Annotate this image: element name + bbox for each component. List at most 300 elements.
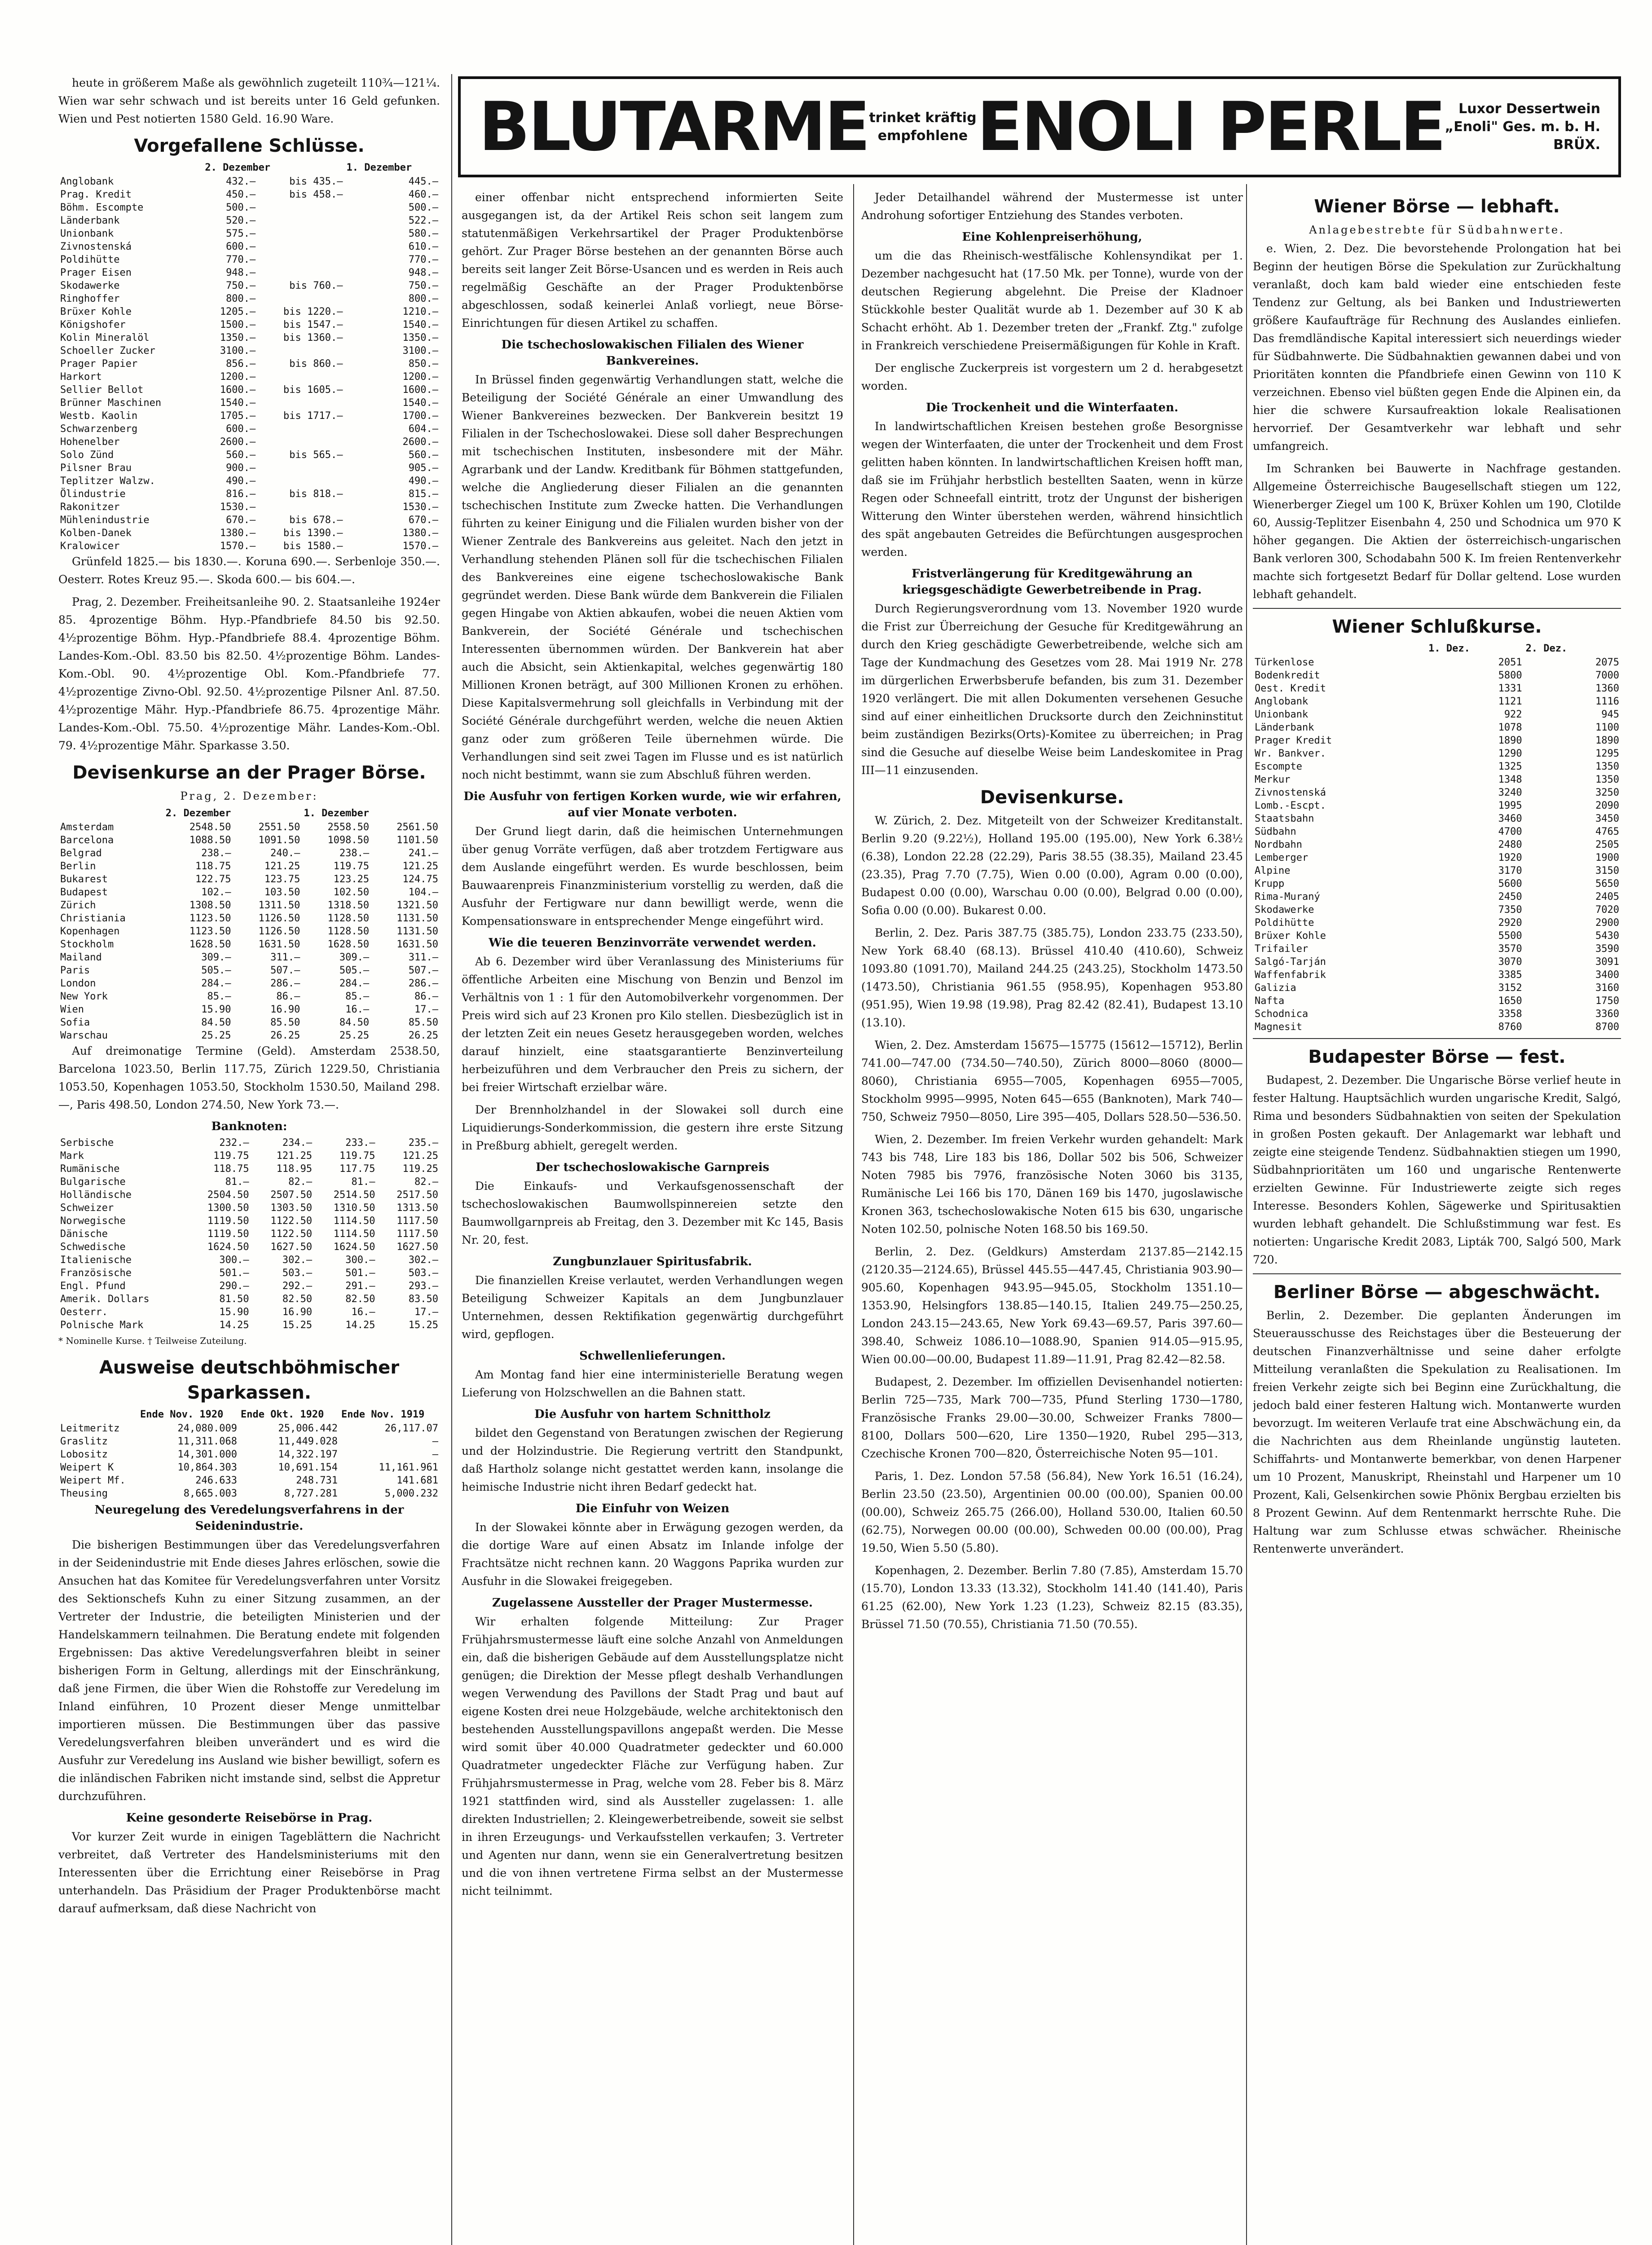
table-row [58, 873, 440, 886]
cell-value: 3385 [1498, 969, 1522, 981]
cell-value: 1540.— [402, 319, 438, 330]
cell-value: 1350.— [220, 332, 256, 343]
table-row [58, 305, 440, 318]
divider [1253, 1038, 1621, 1039]
cell-value: 85.50 [270, 1017, 300, 1028]
row-label: Sellier Bellot [60, 384, 144, 396]
table-row [58, 977, 440, 990]
row-label: Rima-Muraný [1255, 891, 1320, 902]
row-label: Amerik. Dollars [60, 1294, 150, 1305]
article-schwellen: Am Montag fand hier eine interministerielle Beratung wegen Lieferung von Holzschwellen an die Bahnen statt. [462, 1368, 843, 1399]
cell-value: 2090 [1595, 800, 1619, 811]
cell-value: 1128.50 [327, 913, 370, 924]
devisen-paris: Paris, 1. Dez. London 57.58 (56.84), New York 16.51 (16.24), Berlin 23.50 (23.50), Argentinien 00.00 (00.00), Spanien 00.00 (00.00), Schweiz 265.75 (266.00), Holland 530.00, Italien 60.50 (62.75), Norwegen 00.00 (00.00), Schweden 00.00 (00.00), Prag 19.50, Wien 5.50 (5.80). [861, 1470, 1243, 1554]
cell-value: 3250 [1595, 787, 1619, 798]
cell-value: 119.25 [402, 1163, 438, 1175]
cell-value: 1995 [1498, 800, 1522, 811]
cell-value: 1920 [1498, 852, 1522, 863]
cell-value: 500.— [226, 202, 256, 213]
cell-value: 800.— [408, 293, 438, 304]
row-label: Unionbank [1255, 709, 1308, 720]
cell-value: 610.— [408, 241, 438, 252]
table-header-row [58, 160, 440, 175]
column-header: 1. Dez. [1428, 643, 1470, 654]
cell-value: 670.— [408, 515, 438, 526]
cell-value: 119.75 [339, 1150, 375, 1162]
table-row [58, 1306, 440, 1319]
cell-value: 3570 [1498, 943, 1522, 955]
cell-value: 1210.— [402, 306, 438, 317]
cell-value: 84.50 [201, 1017, 231, 1028]
row-label: Merkur [1255, 774, 1291, 785]
cell-value: 293.— [408, 1281, 438, 1292]
row-label: Poldihütte [60, 254, 120, 265]
wiener-schluss-table [1253, 641, 1621, 1034]
cell-value: 1303.50 [270, 1202, 313, 1214]
column-4 [1253, 189, 1621, 2245]
cell-value [257, 240, 344, 253]
cell-value [257, 370, 344, 383]
table-row [58, 938, 440, 951]
row-label: Mailand [60, 952, 102, 963]
row-label: Teplitzer Walzw. [60, 475, 155, 487]
table-row [58, 821, 440, 834]
cell-value: 8,727.281 [284, 1488, 338, 1499]
row-label: Mühlenindustrie [60, 515, 150, 526]
table-row [1253, 982, 1621, 995]
cell-value: 505.— [201, 965, 231, 976]
cell-value: 1380.— [402, 528, 438, 539]
cell-value: 1313.50 [396, 1202, 438, 1214]
cell-value: 2920 [1498, 917, 1522, 929]
row-label: Prager Papier [60, 358, 138, 370]
cell-value: 1088.50 [189, 835, 231, 846]
banknoten-title: Banknoten: [211, 1120, 287, 1133]
cell-value: 3240 [1498, 787, 1522, 798]
table-row [58, 1189, 440, 1202]
table-row [1253, 656, 1621, 669]
column-header: 1. Dezember [346, 162, 412, 173]
article-title-fristverlaengerung: Fristverlängerung für Kreditgewährung an kriegsgeschädigte Gewerbetreibende in Prag. [902, 567, 1202, 597]
table-row [58, 318, 440, 331]
row-label: Barcelona [60, 835, 114, 846]
row-label: Brünner Maschinen [60, 397, 162, 409]
table-row [58, 1435, 440, 1448]
cell-value: 750.— [226, 280, 256, 291]
article-veredlung: Die bisherigen Bestimmungen über das Veredelungsverfahren in der Seidenindustrie mit Ende dieses Jahres erlöschen, sowie die Ansuchen hat das Komitee für Veredelungsverfahren unter Vorsitz des Sektionschefs Kuhn zu einer Sitzung zusammen, an der Vertreter der Industrie, die beteiligten Ministerien und der Handelskammern teilnahmen. Die Beratung endete mit folgenden Ergebnissen: Das aktive Veredelungsverfahren bleibt in seiner bisherigen Form in Geltung, allerdings mit der Einschränkung, daß jene Firmen, die über Wien die Rohstoffe zur Veredelung im Inland einführen, 10 Prozent dieser Menge unmittelbar importieren müssen. Die Bestimmungen über das passive Veredelungsverfahren bleiben unverändert und es wird die Ausfuhr zur Veredelung ins Ausland wie bisher bewilligt, sofern es die inländischen Fabriken nicht imstande sind, selbst die Appretur durchzuführen. [58, 1538, 440, 1803]
row-label: Nordbahn [1255, 839, 1302, 850]
cell-value [257, 475, 344, 488]
table-row [58, 1215, 440, 1228]
cell-value: 600.— [226, 423, 256, 435]
article-budapester-boerse: Budapest, 2. Dezember. Die Ungarische Börse verlief heute in fester Haltung. Hauptsächlich wurden ungarische Kredit, Salgó, Rima und besonders Südbahnaktien von seiten der Spekulation in großen Posten gekauft. Der Anlagemarkt war lebhaft und zeigte eine steigende Tendenz. Südbahnaktien stiegen um 1990, Südbahnprioritäten um 160 und ungarische Rentenwerte erzielten Gewinne. Für Industriewerte zeigte sich reges Interesse. Besonders Kohlen, Sägewerke und Spiritusaktien wurden lebhaft gehandelt. Die Schlußstimmung war fest. Es notierten: Ungarische Kredit 2083, Lipták 700, Salgó 500, Mark 720. [1253, 1074, 1621, 1266]
table-row [58, 423, 440, 436]
table-row [58, 514, 440, 527]
cell-value: 82.— [288, 1176, 313, 1188]
cell-value: 1116 [1595, 696, 1619, 707]
article-title-garnpreis: Der tschechoslowakische Garnpreis [535, 1161, 770, 1174]
cell-value: 24,080.009 [177, 1423, 237, 1434]
cell-value: 1348 [1498, 774, 1522, 785]
cell-value: 1114.50 [333, 1215, 375, 1227]
article-spiritus: Die finanziellen Kreise verlautet, werden Verhandlungen wegen Beteiligung Schweizer Kapitals an dem Jungbunzlauer Unternehmen, dessen Rektifikation gegenwärtig durchgeführt wird, gepflogen. [462, 1274, 843, 1341]
devisen-kopenhagen: Kopenhagen, 2. Dezember. Berlin 7.80 (7.85), Amsterdam 15.70 (15.70), London 13.33 (13.32), Stockholm 141.40 (141.40), Paris 61.25 (62.00), New York 1.23 (1.23), Schweiz 82.15 (83.35), Brüssel 71.50 (70.55), Christiania 71.50 (70.55). [861, 1564, 1243, 1631]
cell-value: 1890 [1595, 735, 1619, 746]
row-label: Bulgarische [60, 1176, 126, 1188]
cell-value: 520.— [226, 215, 256, 226]
article-title-spiritus: Zungbunzlauer Spiritusfabrik. [553, 1255, 752, 1268]
cell-value: 103.50 [264, 887, 300, 898]
cell-value: 3400 [1595, 969, 1619, 981]
row-label: Theusing [60, 1488, 108, 1499]
row-label: Magnesit [1255, 1021, 1302, 1033]
cell-value: 16.90 [270, 1004, 300, 1015]
table-row [58, 964, 440, 977]
cell-value: 2504.50 [207, 1189, 249, 1201]
subtitle: Anlagebestrebte für Südbahnwerte. [1309, 224, 1565, 236]
cell-value: 25,006.442 [278, 1423, 338, 1434]
cell-value: 3358 [1498, 1008, 1522, 1020]
article-title-trockenheit: Die Trockenheit und die Winterfaaten. [925, 401, 1179, 414]
cell-value: 16.— [345, 1004, 370, 1015]
table-row [58, 886, 440, 899]
cell-value: 118.75 [195, 861, 231, 872]
row-label: Prager Kredit [1255, 735, 1332, 746]
cell-value: bis 1390.— [283, 528, 343, 539]
cell-value: 490.— [226, 475, 256, 487]
cell-value [257, 227, 344, 240]
cell-value: 5500 [1498, 930, 1522, 942]
table-row [1253, 838, 1621, 851]
cell-value: 291.— [345, 1281, 375, 1292]
cell-value: 1300.50 [207, 1202, 249, 1214]
row-label: Oest. Kredit [1255, 683, 1326, 694]
table-row [58, 436, 440, 449]
cell-value: 26.25 [270, 1030, 300, 1041]
cell-value [257, 436, 344, 449]
table-row [1253, 1021, 1621, 1034]
table-row [58, 951, 440, 964]
cell-value: 81.— [351, 1176, 375, 1188]
cell-value: 1122.50 [270, 1228, 313, 1240]
table-row [58, 1175, 440, 1189]
devisen-zuerich: W. Zürich, 2. Dez. Mitgeteilt von der Schweizer Kreditanstalt. Berlin 9.20 (9.22½), Holland 195.00 (195.00), New York 6.38½ (6.38), London 22.28 (22.29), Paris 38.55 (38.35), Mailand 23.45 (23.35), Prag 7.70 (7.75), Wien 0.00 (0.00), Agram 0.00 (0.00), Budapest 0.00 (0.00), Warschau 0.00 (0.00), Belgrad 0.00 (0.00), Sofia 0.00 (0.00). Bukarest 0.00. [861, 814, 1243, 917]
cell-value: 246.633 [195, 1475, 237, 1486]
schluesse-tail: Grünfeld 1825.— bis 1830.—. Koruna 690.—. Serbenloje 350.—. Oesterr. Rotes Kreuz 95.—. Skoda 600.— bis 604.—. [58, 555, 440, 586]
row-label: Schodnica [1255, 1008, 1308, 1020]
cell-value: bis 1580.— [283, 541, 343, 552]
row-label: Pilsner Brau [60, 462, 132, 474]
cell-value: 560.— [226, 449, 256, 461]
table-row [58, 201, 440, 214]
ad-brand-line-3: BRÜX. [1553, 136, 1600, 153]
cell-value: 121.25 [402, 1150, 438, 1162]
cell-value: 102.50 [333, 887, 370, 898]
cell-value: 16.90 [282, 1307, 313, 1318]
table-row [58, 370, 440, 383]
cell-value: 15.25 [282, 1320, 313, 1331]
advertisement-banner [458, 76, 1621, 177]
row-label: Brüxer Kohle [60, 306, 132, 317]
cell-value: bis 1605.— [283, 384, 343, 396]
table-row [58, 344, 440, 357]
table-row [58, 1016, 440, 1029]
cell-value: 1117.50 [396, 1228, 438, 1240]
table-row [1253, 825, 1621, 838]
row-label: Brüxer Kohle [1255, 930, 1326, 942]
cell-value: 85.— [345, 991, 370, 1002]
ad-brand-line-2: „Enoli" Ges. m. b. H. [1445, 119, 1600, 135]
cell-value: 300.— [219, 1255, 249, 1266]
table-row [58, 1136, 440, 1149]
cell-value: 1098.50 [327, 835, 370, 846]
table-row [58, 1003, 440, 1016]
cell-value: 1205.— [220, 306, 256, 317]
article-title-benzin: Wie die teueren Benzinvorräte verwendet werden. [489, 936, 816, 950]
cell-value: 3152 [1498, 982, 1522, 994]
cell-value: 85.— [207, 991, 231, 1002]
table-header-row [58, 1407, 440, 1422]
cell-value: 2600.— [402, 436, 438, 448]
table-row [1253, 682, 1621, 695]
row-label: Ringhoffer [60, 293, 120, 304]
divider [1253, 608, 1621, 609]
cell-value: 1600.— [220, 384, 256, 396]
cell-value: 3170 [1498, 865, 1522, 876]
cell-value: 86.— [414, 991, 438, 1002]
cell-value: 2551.50 [258, 822, 300, 833]
row-label: Prager Eisen [60, 267, 132, 278]
row-label: Böhm. Escompte [60, 202, 144, 213]
cell-value: 86.— [276, 991, 300, 1002]
cell-value: 119.75 [333, 861, 370, 872]
table-row [1253, 721, 1621, 734]
table-row [58, 1228, 440, 1241]
cell-value: 2480 [1498, 839, 1522, 850]
table-row [58, 409, 440, 423]
cell-value: 4765 [1595, 826, 1619, 837]
table-row [1253, 968, 1621, 982]
cell-value: — [432, 1449, 438, 1460]
column-header [58, 160, 203, 175]
table-row [58, 1162, 440, 1175]
row-label: Harkort [60, 371, 102, 383]
row-label: Rumänische [60, 1163, 120, 1175]
table-row [58, 1448, 440, 1461]
cell-value: 16.— [351, 1307, 375, 1318]
row-label: Mark [60, 1150, 84, 1162]
row-label: Poldihütte [1255, 917, 1314, 929]
cell-value: 1310.50 [333, 1202, 375, 1214]
cell-value: 1890 [1498, 735, 1522, 746]
table-row [58, 1241, 440, 1254]
cell-value: 1350 [1595, 774, 1619, 785]
row-label: Zivnostenská [1255, 787, 1326, 798]
row-label: Schweizer [60, 1202, 114, 1214]
table-row [58, 834, 440, 847]
column-header: 2. Dezember [165, 808, 231, 819]
table-row [1253, 760, 1621, 773]
cell-value [257, 266, 344, 279]
cell-value: 1380.— [220, 528, 256, 539]
table-row [58, 912, 440, 925]
cell-value: 1078 [1498, 722, 1522, 733]
cell-value: 1331 [1498, 683, 1522, 694]
cell-value: 8,665.003 [183, 1488, 237, 1499]
table-row [58, 462, 440, 475]
row-label: Holländische [60, 1189, 132, 1201]
row-label: Unionbank [60, 228, 114, 239]
renten-report: Prag, 2. Dezember. Freiheitsanleihe 90. 2. Staatsanleihe 1924er 85. 4prozentige Böhm. Hyp.-Pfandbriefe 84.50 bis 92.50. 4½prozentige Böhm. Hyp.-Pfandbriefe 88.4. 4prozentige Böhm. Landes-Kom.-Obl. 83.50 bis 82.50. 4½prozentige Böhm. Landes-Kom.-Obl. 90. 4½prozentige Obl. Kom.-Pfandbriefe 77. 4½prozentige Zivno-Obl. 92.50. 4½prozentige Pilsner Anl. 87.50. 4½prozentige Mähr. Hyp.-Pfandbriefe 86.75. 4prozentige Mähr. Landes-Kom.-Obl. 75.50. 4½prozentige Mähr. Landes-Kom.-Obl. 79. 4½prozentige Mähr. Sparkasse 3.50. [58, 595, 440, 752]
row-label: Anglobank [60, 176, 114, 187]
cell-value: 232.— [219, 1137, 249, 1149]
ad-middle-text [869, 109, 976, 145]
row-label: Weipert Mf. [60, 1475, 126, 1486]
cell-value: 311.— [270, 952, 300, 963]
table-row [58, 449, 440, 462]
cell-value: 1540.— [402, 397, 438, 409]
column-header: Ende Nov. 1920 [140, 1409, 224, 1420]
cell-value: 118.75 [213, 1163, 249, 1175]
cell-value: 290.— [219, 1281, 249, 1292]
cell-value [257, 423, 344, 436]
cell-value: 83.50 [408, 1294, 438, 1305]
cell-value: 1650 [1498, 995, 1522, 1007]
cell-value: 2561.50 [396, 822, 438, 833]
row-label: Engl. Pfund [60, 1281, 126, 1292]
cell-value: 1100 [1595, 722, 1619, 733]
cell-value: 82.50 [282, 1294, 313, 1305]
article-garnpreis: Die Einkaufs- und Verkaufsgenossenschaft der tschechoslowakischen Baumwollspinnereien setzte den Baumwollgarnpreis ab Freitag, den 3. Dezember mit Kc 145, Basis Nr. 20, fest. [462, 1180, 843, 1246]
table-row [58, 1461, 440, 1474]
cell-value: 1600.— [402, 384, 438, 396]
row-label: Weipert K [60, 1462, 114, 1473]
cell-value: 948.— [226, 267, 256, 278]
cell-value: 233.— [345, 1137, 375, 1149]
ad-right-word: ENOLI PERLE [977, 88, 1445, 166]
table-row [58, 899, 440, 912]
cell-value: 123.25 [333, 874, 370, 885]
cell-value: 2051 [1498, 657, 1522, 668]
article-schnittholz: bildet den Gegenstand von Beratungen zwischen der Regierung und der Holzindustrie. Die Regierung vertritt den Standpunkt, daß Hartholz solange nicht gestattet werden kann, insolange die heimische Industrie nicht ihren Bedarf gedeckt hat. [462, 1426, 843, 1493]
devisen-wien-frei: Wien, 2. Dezember. Im freien Verkehr wurden gehandelt: Mark 743 bis 748, Lire 183 bis 186, Dollar 502 bis 506, Schweizer Noten 7985 bis 7976, französische Noten 3060 bis 3135, Rumänische Lei 166 bis 170, Dänen 169 bis 1470, jugoslawische Kronen 363, tschechoslowakische Noten 615 bis 630, ungarische Noten 102.50, polnische Noten 168.50 bis 169.50. [861, 1133, 1243, 1236]
row-label: Solo Zünd [60, 449, 114, 461]
row-label: Skodawerke [1255, 904, 1314, 916]
cell-value: 121.25 [276, 1150, 313, 1162]
devisen-berlin-geld: Berlin, 2. Dez. (Geldkurs) Amsterdam 2137.85—2142.15 (2120.35—2124.65), Brüssel 445.55—447.45, Christiania 903.90—905.60, Kopenhagen 943.95—945.05, Stockholm 1351.10—1353.90, Helsingfors 138.85—140.15, Italien 249.75—250.25, London 243.15—243.65, New York 69.43—69.57, Paris 397.60—398.40, Schweiz 1086.10—1088.90, Spanien 914.05—915.95, Wien 00.00—00.00, Budapest 11.89—11.91, Prag 82.42—82.58. [861, 1245, 1243, 1366]
table-row [1253, 812, 1621, 825]
table-row [58, 527, 440, 540]
cell-value: 14.25 [219, 1320, 249, 1331]
sparkassen-table [58, 1407, 440, 1500]
cell-value: 302.— [408, 1255, 438, 1266]
cell-value: 300.— [345, 1255, 375, 1266]
row-label: Oesterr. [60, 1307, 108, 1318]
cell-value: 5,000.232 [384, 1488, 438, 1499]
section-title-berliner-boerse: Berliner Börse — abgeschwächt. [1273, 1282, 1601, 1303]
article-wiener-boerse-2: Im Schranken bei Bauwerte in Nachfrage gestanden. Allgemeine Österreichische Baugesellschaft stiegen um 122, Wienerberger Ziegel um 100 K, Brüxer Kohlen um 190, Clotilde 60, Aussig-Teplitzer Eisenbahn 4, 250 und Schodnica um 970 K höher gegangen. Die Aktien der österreichisch-ungarischen Bank verloren 300, Schodabahn 500 K. Im freien Rentenverkehr machte sich fortgesetzt Bedarf für Dollar geltend. Lose wurden lebhaft gehandelt. [1253, 462, 1621, 601]
row-label: Zürich [60, 900, 96, 911]
article-brennholz: Der Brennholzhandel in der Slowakei soll durch eine Liquidierungs-Sonderkommission, die gestern ihre erste Sitzung in Preßburg abhielt, geregelt werden. [462, 1103, 843, 1152]
cell-value: 2517.50 [396, 1189, 438, 1201]
row-label: Schwarzenberg [60, 423, 138, 435]
cell-value: 3590 [1595, 943, 1619, 955]
row-label: Graslitz [60, 1436, 108, 1447]
cell-value: 17.— [414, 1004, 438, 1015]
row-label: Bukarest [60, 874, 108, 885]
cell-value: 238.— [201, 848, 231, 859]
cell-value [257, 396, 344, 409]
table-row [58, 1202, 440, 1215]
cell-value: 1122.50 [270, 1215, 313, 1227]
article-zuckerpreis: Der englische Zuckerpreis ist vorgestern um 2 d. herabgesetzt worden. [861, 361, 1243, 392]
cell-value: 3091 [1595, 956, 1619, 968]
row-label: Belgrad [60, 848, 102, 859]
ad-left-word: BLUTARME [479, 88, 869, 166]
devisen-budapest: Budapest, 2. Dezember. Im offiziellen Devisenhandel notierten: Berlin 725—735, Mark 700—735, Pfund Sterling 1730—1780, Französische Franks 29.00—30.00, Schweizer Franks 7800—8100, Dollars 500—620, Lire 1350—1920, Rubel 295—313, Czechische Kronen 700—820, Österreichische Noten 95—101. [861, 1375, 1243, 1460]
table-row [1253, 786, 1621, 799]
cell-value: 450.— [226, 189, 256, 200]
cell-value: 600.— [226, 241, 256, 252]
table-row [58, 253, 440, 266]
cell-value: 15.90 [201, 1004, 231, 1015]
cell-value: 1321.50 [396, 900, 438, 911]
table-row [1253, 799, 1621, 812]
cell-value: 505.— [339, 965, 370, 976]
row-label: Ölindustrie [60, 489, 126, 500]
cell-value: 309.— [339, 952, 370, 963]
cell-value: 948.— [408, 267, 438, 278]
table-row [58, 396, 440, 409]
row-label: Italienische [60, 1255, 132, 1266]
article-title-bankverein: Die tschechoslowakischen Filialen des Wiener Bankvereines. [501, 338, 804, 368]
article-benzin: Ab 6. Dezember wird über Veranlassung des Ministeriums für öffentliche Arbeiten eine Mischung von Benzin und Benzol im Verhältnis von 1 : 1 für den Automobilverkehr vorgenommen. Der Preis wird sich auf 23 Kronen pro Kilo stellen. Diesbezüglich ist in der letzten Zeit ein neues Gesetz herausgegeben worden, welches darauf hinzielt, eine staatsgarantierte Benzinverteilung herbeizuführen und dem Verbraucher den Preis zu sichern, der bei freier Wirtschaft erzielbar wäre. [462, 955, 843, 1094]
cell-value: 11,161.961 [379, 1462, 438, 1473]
article-mustermesse: Wir erhalten folgende Mitteilung: Zur Prager Frühjahrsmustermesse läuft eine solche Anzahl von Anmeldungen ein, daß die bisherigen Gebäude auf dem Ausstellungsplatze nicht genügen; die Direktion der Messe pflegt deshalb Verhandlungen wegen Verwendung des Pavillons der Stadt Prag und baut auf eigene Kosten drei neue Holzgebäude, welche architektonisch den bestehenden Ausstellungspavillons angepaßt werden. Die Messe wird somit über 40.000 Quadratmeter gedeckter und 60.000 Quadratmeter ungedeckter Fläche zur Verfügung haben. Zur Frühjahrsmustermesse in Prag, welche vom 28. Feber bis 8. März 1921 stattfinden wird, sind als Aussteller zugelassen: 1. alle direkten Industriellen; 2. Kleingewerbetreibende, soweit sie selbst in ihren Erzeugungs- und Verkaufsstellen verkaufen; 3. Vertreter und Agenten nur dann, wenn sie ein Generalvertretung besitzen und die von ihnen vertretene Firma selbst an der Mustermesse nicht teilnimmt. [462, 1615, 843, 1897]
cell-value: 84.50 [339, 1017, 370, 1028]
devisen-berlin: Berlin, 2. Dez. Paris 387.75 (385.75), London 233.75 (233.50), New York 68.40 (68.13). Brüssel 410.40 (410.60), Schweiz 1093.80 (1091.70), Mailand 244.25 (243.25), Stockholm 1473.50 (1473.50), Christiania 961.55 (958.95), Kopenhagen 953.80 (951.95), Wien 19.98 (19.98), Prag 82.42 (82.41), Budapest 13.10 (13.10). [861, 926, 1243, 1029]
cell-value: 445.— [408, 176, 438, 187]
cell-value: 121.25 [264, 861, 300, 872]
cell-value: 10,691.154 [278, 1462, 338, 1473]
cell-value: 286.— [408, 978, 438, 989]
cell-value: 235.— [408, 1137, 438, 1149]
cell-value: 1114.50 [333, 1228, 375, 1240]
cell-value: 670.— [226, 515, 256, 526]
cell-value [257, 292, 344, 305]
cell-value: 26.25 [408, 1030, 438, 1041]
cell-value: 3160 [1595, 982, 1619, 994]
row-label: New York [60, 991, 108, 1002]
row-label: Leitmeritz [60, 1423, 120, 1434]
cell-value: 292.— [282, 1281, 313, 1292]
cell-value: 1700.— [402, 410, 438, 422]
cell-value: — [432, 1436, 438, 1447]
cell-value: 1311.50 [258, 900, 300, 911]
table-row [1253, 955, 1621, 968]
table-row [58, 227, 440, 240]
cell-value: 26,117.07 [384, 1423, 438, 1434]
cell-value [257, 462, 344, 475]
cell-value: 10,864.303 [177, 1462, 237, 1473]
cell-value: 8760 [1498, 1021, 1522, 1033]
cell-value: 8700 [1595, 1021, 1619, 1033]
row-label: Wr. Bankver. [1255, 748, 1326, 759]
cell-value: 2405 [1595, 891, 1619, 902]
cell-value: 575.— [226, 228, 256, 239]
cell-value: 2505 [1595, 839, 1619, 850]
cell-value: bis 435.— [289, 176, 343, 187]
